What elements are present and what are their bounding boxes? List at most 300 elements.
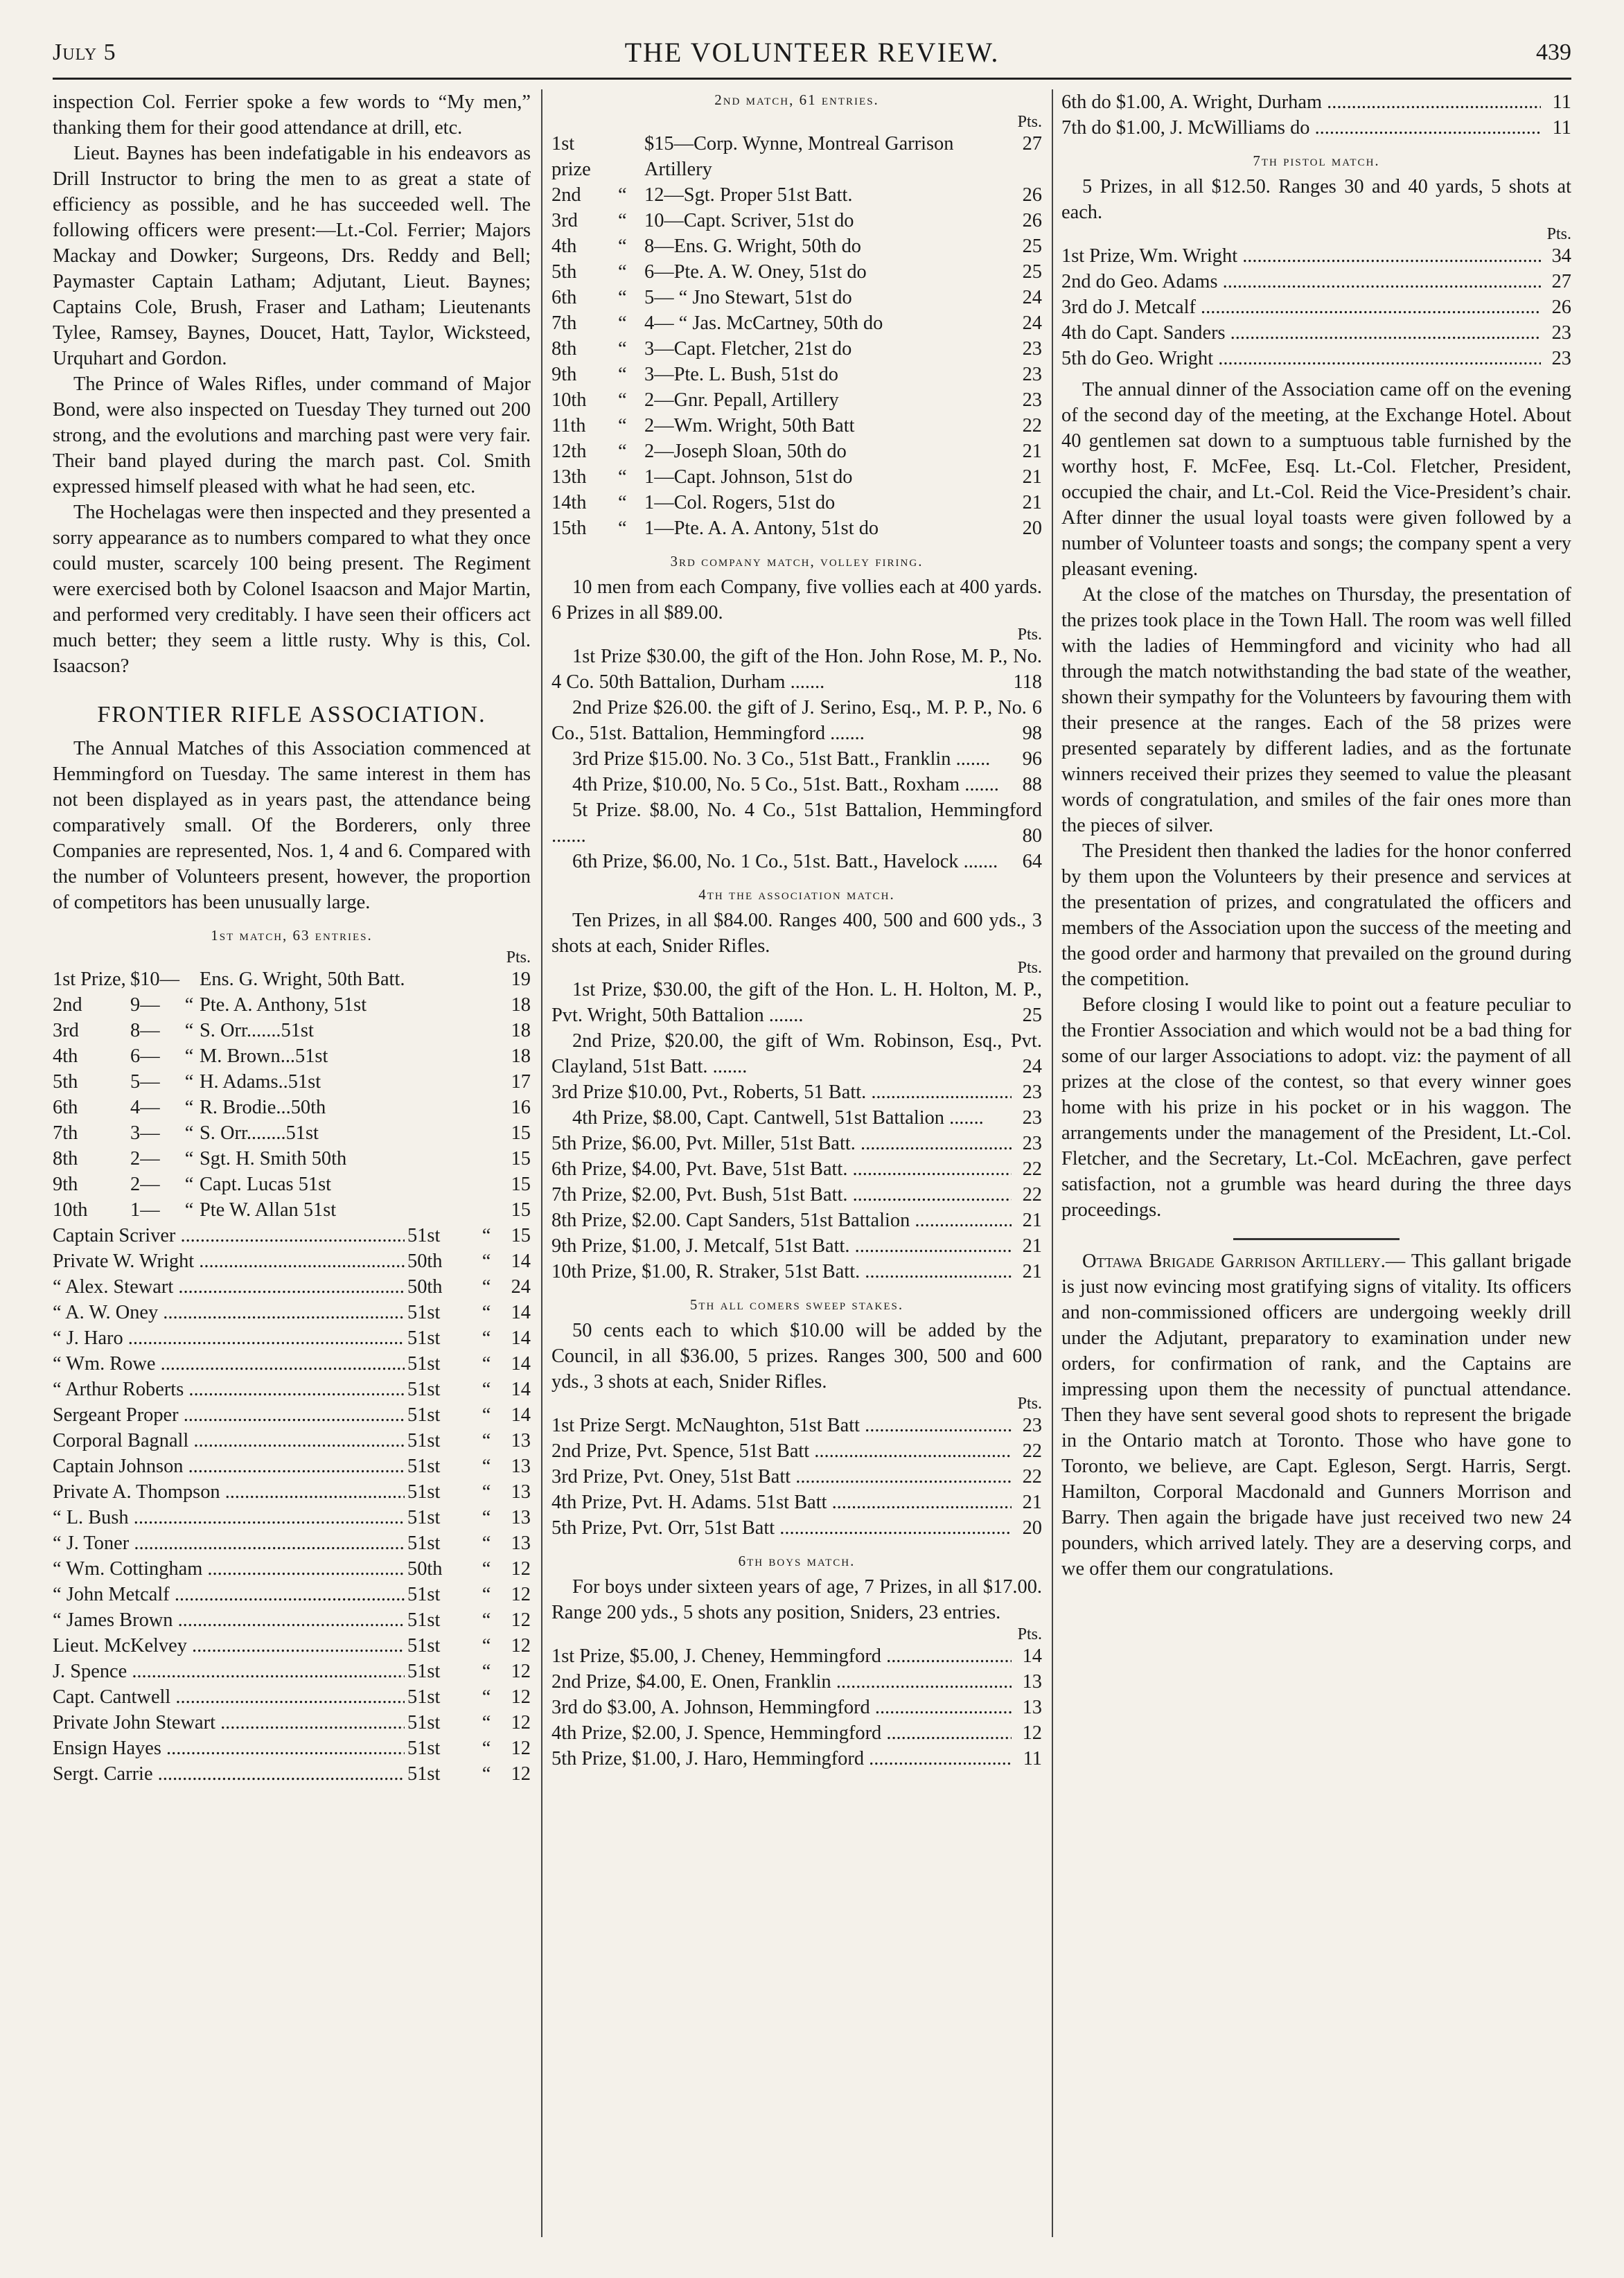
- table-row: [551, 1131, 1042, 1156]
- ditto-mark: “: [482, 1430, 491, 1451]
- score: 22: [1022, 1184, 1042, 1206]
- header-date: July 5: [53, 39, 116, 65]
- unit: 50th: [407, 1558, 443, 1580]
- competitor-name: Pte W. Allan 51st: [200, 1199, 337, 1221]
- unit: 51st: [407, 1533, 441, 1554]
- ditto-mark: “: [482, 1251, 491, 1272]
- competitor-name: M. Brown...51st: [200, 1045, 328, 1067]
- paragraph: inspection Col. Ferrier spoke a few words to “My men,” thanking them for their good attendance at drill, etc.: [53, 91, 531, 139]
- prize-detail: 3rd Prize $10.00, Pvt., Roberts, 51 Batt. .....: [551, 1079, 1012, 1105]
- table-row: [551, 644, 1042, 695]
- prize-detail: 12—Sgt. Proper 51st Batt.: [644, 184, 853, 206]
- match-intro: 10 men from each Company, five vollies each at 400 yards. 6 Prizes in all $89.00.: [551, 576, 1042, 624]
- prize-rank: 11th: [551, 415, 586, 436]
- unit: 50th: [407, 1251, 443, 1272]
- score: 22: [1022, 1466, 1042, 1487]
- competitor-name: “ A. W. Oney .....: [53, 1300, 405, 1325]
- table-row: [53, 1479, 531, 1505]
- prize-detail: 5th Prize, Pvt. Orr, 51st Batt .....: [551, 1515, 1012, 1541]
- prize-rank: 3rd: [53, 1020, 79, 1041]
- match-title: 2nd match, 61 entries.: [714, 91, 879, 108]
- table-row: [53, 1274, 531, 1300]
- score: 12: [511, 1609, 531, 1631]
- score: 12: [511, 1712, 531, 1733]
- prize-detail: 3rd Prize $15.00. No. 3 Co., 51st Batt., Franklin: [572, 748, 951, 770]
- competitor-name: Pte. A. Anthony, 51st: [200, 994, 367, 1016]
- table-row: [551, 1208, 1042, 1233]
- unit: 51st: [407, 1712, 441, 1733]
- ditto-mark: “: [482, 1379, 491, 1400]
- score: 26: [1551, 297, 1571, 318]
- table-row: [53, 1505, 531, 1530]
- score: 11: [1023, 1748, 1042, 1769]
- table-row: [53, 966, 531, 992]
- prize-detail: 1—Capt. Johnson, 51st do: [644, 466, 853, 488]
- competitor-name: “ Alex. Stewart .....: [53, 1274, 405, 1300]
- table-row: [53, 1043, 531, 1069]
- table-row: [551, 439, 1042, 464]
- match-title: 6th boys match.: [738, 1553, 856, 1569]
- dot-leader: .......: [951, 748, 991, 770]
- prize-detail: 8th Prize, $2.00. Capt Sanders, 51st Battalion .....: [551, 1208, 1012, 1233]
- table-row: [53, 1530, 531, 1556]
- paragraph: The Hochelagas were then inspected and they presented a sorry appearance as to numbers compared to what they once could muster, scarcely 100 being present. The Regiment were exercised both by Colonel Isaacson and Major Martin, and performed very creditably. I have seen their officers act much better; they seem a little rusty. Why is this, Col. Isaacson?: [53, 502, 531, 677]
- prize-detail: 2nd Prize, Pvt. Spence, 51st Batt .....: [551, 1438, 1012, 1464]
- prize-detail: 1st Prize, $30.00, the gift of the Hon. L. H. Holton, M. P., Pvt. Wright, 50th Battalion: [551, 979, 1042, 1026]
- table-row: [53, 1351, 531, 1377]
- prize-rank: 5th: [53, 1071, 78, 1093]
- score: 13: [511, 1456, 531, 1477]
- match7-prize-list: [1061, 243, 1571, 371]
- points-heading: Pts.: [1017, 113, 1042, 131]
- prize-detail: 1st Prize, $5.00, J. Cheney, Hemmingford .....: [551, 1643, 1012, 1669]
- ditto-mark: “: [482, 1327, 491, 1349]
- table-row: [1061, 346, 1571, 371]
- table-row: [551, 1695, 1042, 1720]
- score: 14: [511, 1353, 531, 1375]
- competitor-name: H. Adams..51st: [200, 1071, 321, 1093]
- column-rule: [541, 89, 542, 2237]
- prize-detail: 4th do Capt. Sanders .....: [1061, 320, 1541, 346]
- score: 27: [1022, 133, 1042, 154]
- table-row: [1061, 320, 1571, 346]
- table-row: [551, 259, 1042, 285]
- ditto-mark: “: [618, 415, 627, 436]
- table-row: [551, 1515, 1042, 1541]
- ditto-mark: “: [482, 1635, 491, 1657]
- score: 25: [1022, 236, 1042, 257]
- competitor-name: S. Orr........51st: [200, 1122, 319, 1144]
- score: 13: [511, 1533, 531, 1554]
- table-row: [551, 131, 1042, 182]
- table-row: [551, 1464, 1042, 1490]
- score: 13: [1022, 1671, 1042, 1693]
- match5-prize-list: [551, 1413, 1042, 1541]
- table-row: [53, 1582, 531, 1607]
- prize-rank: 15th: [551, 518, 587, 539]
- prize-detail: 2—Wm. Wright, 50th Batt: [644, 415, 855, 436]
- match3-prize-list: [551, 644, 1042, 874]
- score: 23: [1022, 389, 1042, 411]
- unit: 51st: [407, 1456, 441, 1477]
- unit: 50th: [407, 1276, 443, 1298]
- ditto-mark: “: [618, 466, 627, 488]
- competitor-name: “ Arthur Roberts .....: [53, 1377, 405, 1402]
- prize-detail: 9th Prize, $1.00, J. Metcalf, 51st Batt. .....: [551, 1233, 1012, 1259]
- table-row: [53, 1069, 531, 1095]
- table-row: [53, 1146, 531, 1172]
- table-row: [551, 285, 1042, 310]
- ditto-mark: “: [618, 441, 627, 462]
- points-heading: Pts.: [1017, 1625, 1042, 1643]
- competitor-name: Private A. Thompson .....: [53, 1479, 405, 1505]
- score: 18: [511, 994, 531, 1016]
- table-row: [53, 1248, 531, 1274]
- ditto-mark: “: [618, 210, 627, 231]
- score: 22: [1022, 415, 1042, 436]
- score: 20: [1022, 518, 1042, 539]
- score: 19: [511, 969, 531, 990]
- prize-amount: 6—: [130, 1045, 160, 1067]
- competitor-name: R. Brodie...50th: [200, 1097, 326, 1118]
- ditto-mark: “: [482, 1225, 491, 1246]
- score: 23: [1022, 364, 1042, 385]
- ditto-mark: “: [184, 1020, 194, 1041]
- unit: 51st: [407, 1404, 441, 1426]
- prize-rank: 8th: [551, 338, 577, 360]
- prize-amount: 1—: [130, 1199, 160, 1221]
- match-title: 3rd company match, volley firing.: [670, 553, 924, 570]
- score: 26: [1022, 184, 1042, 206]
- paragraph: Lieut. Baynes has been indefatigable in his endeavors as Drill Instructor to bring the men to as great a state of efficiency as possible, and he has succeeded well. The following officers were present:—Lt.-Col. Ferrier; Majors Mackay and Dowker; Surgeons, Drs. Reddy and Bell; Paymaster Captain Latham; Adjutant, Lieut. Baynes; Captains Cole, Brush, Fraser and Latham; Lieutenants Tylee, Ramsey, Baynes, Doucet, Hatt, Taylor, Wicksteed, Urquhart and Gordon.: [53, 143, 531, 369]
- ditto-mark: “: [618, 364, 627, 385]
- match4-prize-list: [551, 977, 1042, 1284]
- prize-rank: 13th: [551, 466, 587, 488]
- unit: 51st: [407, 1661, 441, 1682]
- match-title: 7th pistol match.: [1253, 152, 1380, 169]
- score: 25: [1022, 1005, 1042, 1026]
- match6-prize-list: [551, 1643, 1042, 1772]
- table-row: [53, 992, 531, 1018]
- score: 64: [1022, 851, 1042, 872]
- prize-amount: 8—: [130, 1020, 160, 1041]
- score: 88: [1022, 774, 1042, 795]
- prize-detail: 6th Prize, $4.00, Pvt. Bave, 51st Batt. .....: [551, 1156, 1012, 1182]
- table-row: [53, 1633, 531, 1659]
- score: 15: [511, 1174, 531, 1195]
- score: 23: [1551, 348, 1571, 369]
- prize-amount: 4—: [130, 1097, 160, 1118]
- score: 24: [1022, 1056, 1042, 1077]
- table-row: [53, 1761, 531, 1787]
- ditto-mark: “: [482, 1661, 491, 1682]
- section-title: FRONTIER RIFLE ASSOCIATION.: [97, 702, 486, 727]
- prize-detail: 2nd Prize, $20.00, the gift of Wm. Robinson, Esq., Pvt. Clayland, 51st Batt.: [551, 1030, 1042, 1077]
- prize-rank: 10th: [551, 389, 587, 411]
- prize-rank: 9th: [53, 1174, 78, 1195]
- prize-rank: 6th: [551, 287, 577, 308]
- score: 21: [1022, 466, 1042, 488]
- table-row: [551, 1669, 1042, 1695]
- score: 22: [1022, 1158, 1042, 1180]
- table-row: [551, 387, 1042, 413]
- match-title: 1st match, 63 entries.: [211, 927, 373, 944]
- score: 24: [1022, 312, 1042, 334]
- ditto-mark: “: [482, 1558, 491, 1580]
- ditto-mark: “: [482, 1302, 491, 1323]
- score: 34: [1551, 245, 1571, 267]
- score: 11: [1552, 91, 1571, 113]
- points-heading: Pts.: [1017, 1395, 1042, 1413]
- prize-detail: 2nd do Geo. Adams .....: [1061, 269, 1541, 294]
- unit: 51st: [407, 1609, 441, 1631]
- table-row: [53, 1607, 531, 1633]
- prize-amount: 2—: [130, 1174, 160, 1195]
- ditto-mark: [618, 131, 644, 182]
- score: 24: [1022, 287, 1042, 308]
- table-row: [551, 1643, 1042, 1669]
- table-row: [53, 1377, 531, 1402]
- score: 25: [1022, 261, 1042, 283]
- table-row: [551, 310, 1042, 336]
- prize-rank: 7th: [53, 1122, 78, 1144]
- column-1: [53, 89, 531, 2237]
- prize-rank: 4th: [53, 1045, 78, 1067]
- column-3: [1061, 89, 1571, 2237]
- table-row: [53, 1172, 531, 1197]
- prize-detail: 1st Prize Sergt. McNaughton, 51st Batt .....: [551, 1413, 1012, 1438]
- prize-rank: 14th: [551, 492, 587, 513]
- match-title: 5th all comers sweep stakes.: [689, 1296, 904, 1313]
- table-row: [1061, 115, 1571, 141]
- score: 80: [1022, 825, 1042, 847]
- score: 15: [511, 1225, 531, 1246]
- score: 11: [1552, 117, 1571, 139]
- competitor-name: Ens. G. Wright, 50th Batt.: [200, 969, 405, 990]
- score: 26: [1022, 210, 1042, 231]
- paragraph: The Prince of Wales Rifles, under command of Major Bond, were also inspected on Tuesday They turned out 200 strong, and the evolutions and marching past were very fair. Their band played during the march past. Col. Smith expressed himself pleased with what he had seen, etc.: [53, 373, 531, 497]
- ditto-mark: “: [482, 1481, 491, 1503]
- prize-rank: 9th: [551, 364, 577, 385]
- ditto-mark: “: [184, 1174, 194, 1195]
- table-row: [551, 746, 1042, 772]
- table-row: [551, 977, 1042, 1028]
- unit: 51st: [407, 1225, 441, 1246]
- ditto-mark: “: [618, 312, 627, 334]
- prize-amount: $10—: [130, 969, 179, 990]
- competitor-name: Captain Scriver .....: [53, 1223, 405, 1248]
- table-row: [551, 772, 1042, 797]
- score: 21: [1022, 1261, 1042, 1282]
- score: 20: [1022, 1517, 1042, 1539]
- competitor-name: “ John Metcalf .....: [53, 1582, 405, 1607]
- prize-detail: 4th Prize, $2.00, J. Spence, Hemmingford .....: [551, 1720, 1012, 1746]
- table-row: [551, 1746, 1042, 1772]
- table-row: [53, 1710, 531, 1736]
- paragraph: The President then thanked the ladies for the honor conferred by them upon the Volunteers by their presence and services at the presentation of prizes, and congratulated the officers and members of the Association upon the success of the meeting and the good order and harmony that prevailed on the ground during the competition.: [1061, 840, 1571, 990]
- score: 12: [511, 1584, 531, 1605]
- prize-rank: 12th: [551, 441, 587, 462]
- table-row: [551, 1438, 1042, 1464]
- prize-rank: 5th: [551, 261, 577, 283]
- prize-rank: 6th: [53, 1097, 78, 1118]
- table-row: [53, 1556, 531, 1582]
- prize-detail: 4th Prize, $8.00, Capt. Cantwell, 51st Battalion: [572, 1107, 944, 1129]
- prize-detail: 3—Pte. L. Bush, 51st do: [644, 364, 838, 385]
- competitor-name: “ Wm. Cottingham .....: [53, 1556, 405, 1582]
- competitor-name: Sergt. Carrie .....: [53, 1761, 405, 1787]
- table-row: [551, 1028, 1042, 1079]
- prize-rank: 8th: [53, 1148, 78, 1169]
- dot-leader: .......: [764, 1005, 804, 1026]
- column-rule: [1052, 89, 1053, 2237]
- score: 14: [511, 1379, 531, 1400]
- prize-detail: 4— “ Jas. McCartney, 50th do: [644, 312, 883, 334]
- prize-detail: 5th Prize, $1.00, J. Haro, Hemmingford .....: [551, 1746, 1012, 1772]
- score: 23: [1022, 1415, 1042, 1436]
- score: 12: [511, 1635, 531, 1657]
- score: 21: [1022, 1492, 1042, 1513]
- ditto-mark: “: [618, 287, 627, 308]
- score: 18: [511, 1020, 531, 1041]
- match1-prize-list: [53, 966, 531, 1223]
- table-row: [551, 1490, 1042, 1515]
- score: 12: [511, 1763, 531, 1785]
- score: 12: [511, 1558, 531, 1580]
- table-row: [551, 1233, 1042, 1259]
- prize-detail: 6—Pte. A. W. Oney, 51st do: [644, 261, 867, 283]
- table-row: [551, 1259, 1042, 1284]
- ditto-mark: “: [482, 1533, 491, 1554]
- ditto-mark: “: [184, 1045, 194, 1067]
- table-row: [551, 1105, 1042, 1131]
- table-row: [551, 233, 1042, 259]
- dot-leader: .......: [960, 774, 999, 795]
- dot-leader: .......: [707, 1056, 748, 1077]
- dot-leader: .......: [785, 671, 825, 693]
- match-intro: 50 cents each to which $10.00 will be added by the Council, in all $36.00, 5 prizes. Ranges 300, 500 and 600 yds., 3 shots at each, Snider Rifles.: [551, 1320, 1042, 1393]
- prize-amount: 3—: [130, 1122, 160, 1144]
- match6-continued-list: [1061, 89, 1571, 141]
- score: 23: [1022, 1081, 1042, 1103]
- unit: 51st: [407, 1430, 441, 1451]
- ottawa-article: [1061, 1248, 1571, 1582]
- competitor-name: Private John Stewart .....: [53, 1710, 405, 1736]
- prize-detail: $15—Corp. Wynne, Montreal Garrison Artillery: [644, 133, 954, 180]
- table-row: [551, 182, 1042, 208]
- table-row: [551, 208, 1042, 233]
- competitor-name: Lieut. McKelvey .....: [53, 1633, 405, 1659]
- prize-rank: 10th: [53, 1199, 88, 1221]
- points-heading: Pts.: [1546, 225, 1571, 243]
- ditto-mark: “: [482, 1276, 491, 1298]
- score: 12: [1022, 1722, 1042, 1744]
- table-row: [53, 1095, 531, 1120]
- paragraph: The annual dinner of the Association came off on the evening of the second day of the meeting, at the Exchange Hotel. About 40 gentlemen sat down to a sumptuous table furnished by the worthy host, F. McFee, Esq. Lt.-Col. Fletcher, President, occupied the chair, and Lt.-Col. Reid the Vice-President’s chair. After dinner the usual loyal toasts were given followed by a number of Volunteer toasts and songs; the company spent a very pleasant evening.: [1061, 379, 1571, 580]
- ditto-mark: “: [482, 1507, 491, 1528]
- table-row: [551, 1720, 1042, 1746]
- score: 21: [1022, 492, 1042, 513]
- competitor-name: Sgt. H. Smith 50th: [200, 1148, 347, 1169]
- match2-prize-list: [551, 131, 1042, 541]
- prize-rank: 4th: [551, 236, 577, 257]
- prize-detail: 6th do $1.00, A. Wright, Durham .....: [1061, 89, 1541, 115]
- prize-rank: 1st Prize,: [53, 969, 126, 990]
- table-row: [1061, 89, 1571, 115]
- score: 23: [1022, 338, 1042, 360]
- unit: 51st: [407, 1353, 441, 1375]
- prize-detail: 5th do Geo. Wright .....: [1061, 346, 1541, 371]
- competitor-name: “ J. Toner .....: [53, 1530, 405, 1556]
- competitor-name: Capt. Lucas 51st: [200, 1174, 332, 1195]
- score: 14: [511, 1302, 531, 1323]
- table-row: [53, 1684, 531, 1710]
- prize-detail: 3rd do J. Metcalf .....: [1061, 294, 1541, 320]
- score: 13: [511, 1507, 531, 1528]
- prize-detail: 2—Gnr. Pepall, Artillery: [644, 389, 839, 411]
- prize-detail: 1st Prize, Wm. Wright .....: [1061, 243, 1541, 269]
- ditto-mark: “: [482, 1353, 491, 1375]
- unit: 51st: [407, 1507, 441, 1528]
- competitor-name: “ J. Haro .....: [53, 1325, 405, 1351]
- unit: 51st: [407, 1686, 441, 1708]
- table-row: [53, 1120, 531, 1146]
- table-row: [53, 1018, 531, 1043]
- prize-detail: 5— “ Jno Stewart, 51st do: [644, 287, 852, 308]
- ditto-mark: “: [482, 1712, 491, 1733]
- ditto-mark: “: [482, 1456, 491, 1477]
- prize-detail: 4th Prize, Pvt. H. Adams. 51st Batt .....: [551, 1490, 1012, 1515]
- table-row: [53, 1736, 531, 1761]
- table-row: [53, 1402, 531, 1428]
- ditto-mark: “: [184, 1071, 194, 1093]
- prize-rank: 1st prize: [551, 133, 591, 180]
- ottawa-heading: Ottawa Brigade Garrison Artillery.—: [1082, 1251, 1406, 1272]
- score: 96: [1022, 748, 1042, 770]
- competitor-name: Captain Johnson .....: [53, 1454, 405, 1479]
- match-intro: 5 Prizes, in all $12.50. Ranges 30 and 40 yards, 5 shots at each.: [1061, 176, 1571, 223]
- score: 27: [1551, 271, 1571, 292]
- dot-leader: .......: [551, 825, 586, 847]
- prize-detail: 10th Prize, $1.00, R. Straker, 51st Batt. .....: [551, 1259, 1012, 1284]
- score: 17: [511, 1071, 531, 1093]
- points-heading: Pts.: [1017, 626, 1042, 644]
- ditto-mark: “: [482, 1763, 491, 1785]
- ditto-mark: “: [482, 1686, 491, 1708]
- score: 23: [1022, 1133, 1042, 1154]
- page-header: [53, 37, 1571, 80]
- score: 12: [511, 1686, 531, 1708]
- paragraph: At the close of the matches on Thursday, the presentation of the prizes took place in the Town Hall. The room was well filled with the ladies of Hemmingford and vicinity who had all through the match notwithstanding the bad state of the weather, shown their sympathy for the Volunteers by favouring them with their presence at the ranges. Each of the 58 prizes were presented separately by different ladies, and as the fortunate winners received their prizes they seemed to value the pleasant words of congratulation, and smiles of the fair ones more than the pieces of silver.: [1061, 584, 1571, 836]
- table-row: [551, 1156, 1042, 1182]
- competitor-name: “ James Brown .....: [53, 1607, 405, 1633]
- prize-detail: 2nd Prize $26.00. the gift of J. Serino, Esq., M. P. P., No. 6 Co., 51st. Battalion, Hemmingford: [551, 697, 1042, 744]
- score: 22: [1022, 1440, 1042, 1462]
- ditto-mark: “: [618, 389, 627, 411]
- unit: 51st: [407, 1302, 441, 1323]
- paragraph: Before closing I would like to point out a feature peculiar to the Frontier Association and which would not be a bad thing for some of our larger Associations to adopt. viz: the payment of all prizes at the close of the contest, so that every winner goes home with his prize in his pocket or in his waggon. The arrangements under the management of the President, Lt.-Col. Fletcher, and the Secretary, Lt.-Col. McEachren, gave perfect satisfaction, not a grumble was heard during the three days proceedings.: [1061, 994, 1571, 1221]
- prize-rank: 7th: [551, 312, 577, 334]
- table-row: [53, 1223, 531, 1248]
- dot-leader: .......: [944, 1107, 984, 1129]
- header-page-number: 439: [1536, 39, 1571, 65]
- ditto-mark: “: [618, 492, 627, 513]
- table-row: [551, 1413, 1042, 1438]
- ditto-mark: “: [184, 994, 194, 1016]
- unit: 51st: [407, 1763, 441, 1785]
- score: 14: [511, 1327, 531, 1349]
- competitor-name: Sergeant Proper .....: [53, 1402, 405, 1428]
